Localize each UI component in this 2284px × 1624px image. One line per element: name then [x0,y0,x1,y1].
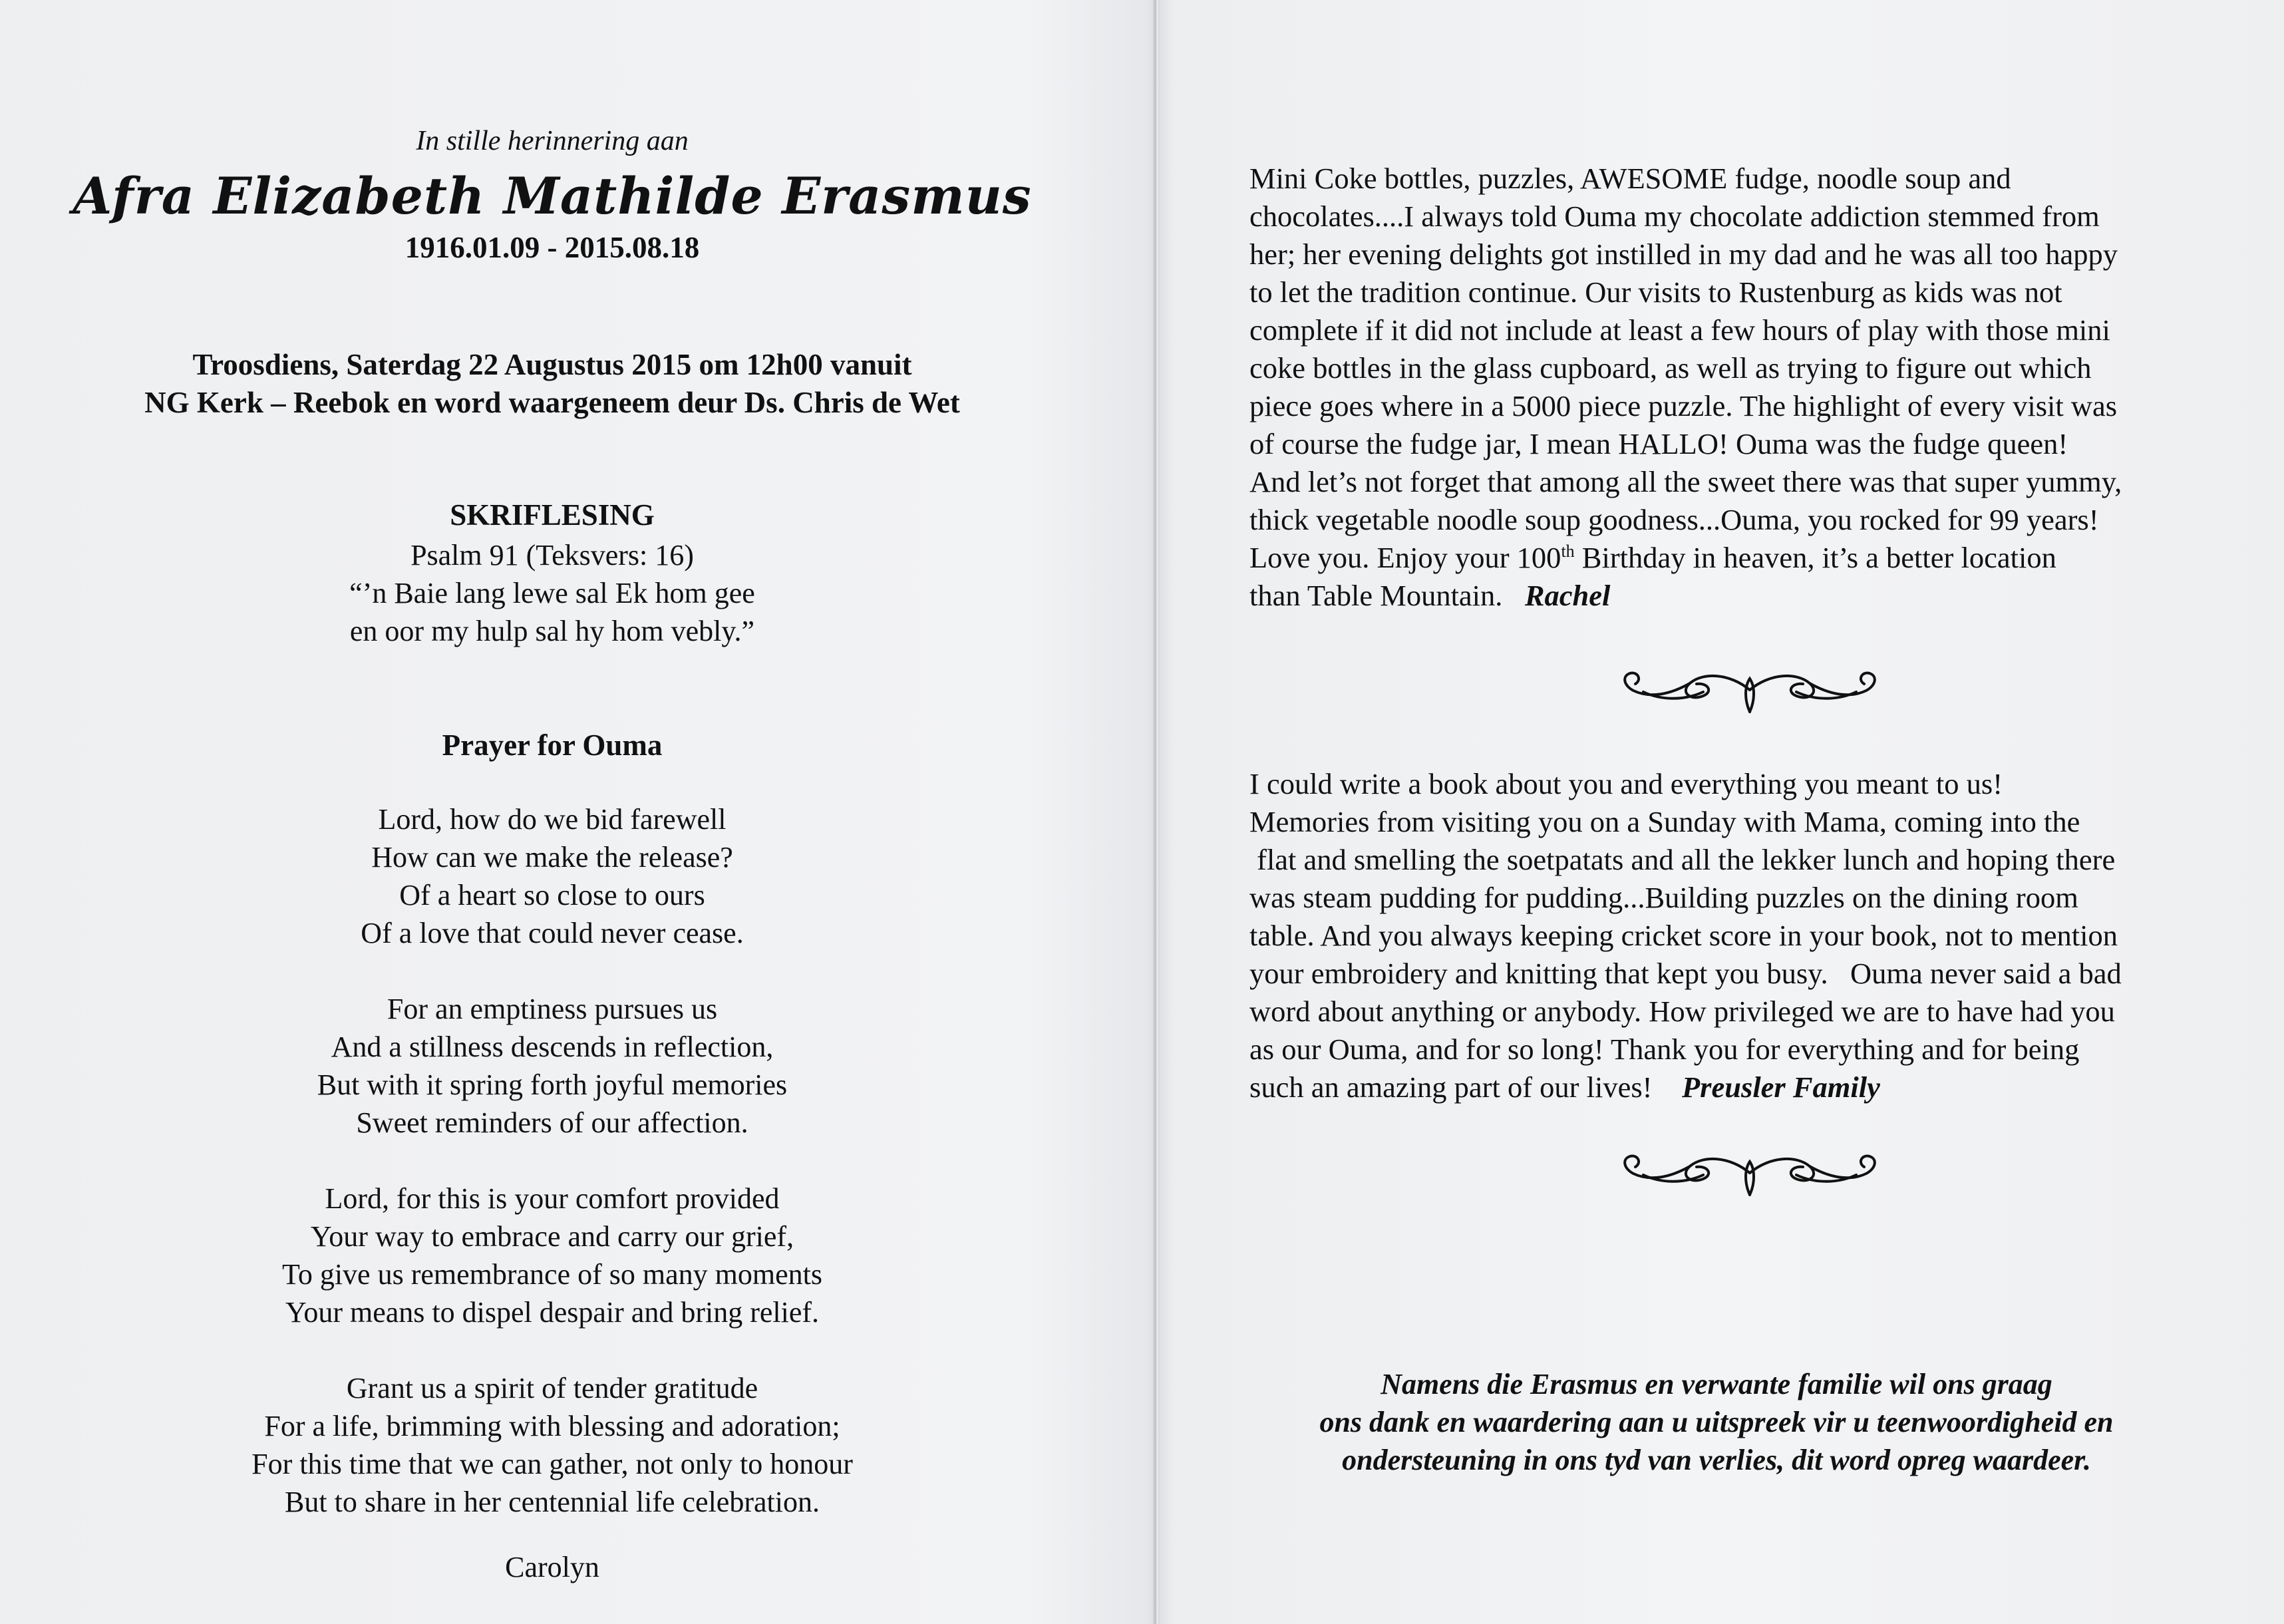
tribute-line: And let’s not forget that among all the sweet there was that super yummy, [1249,465,2122,498]
scripture-line: “’n Baie lang lewe sal Ek hom gee [349,577,755,609]
tribute-line: piece goes where in a 5000 piece puzzle. The highlight of every visit was [1249,389,2118,422]
poem-line: To give us remembrance of so many moments [282,1258,822,1291]
poem-stanza [0,1369,1104,1521]
tribute-line: as our Ouma, and for so long! Thank you for everything and for being [1249,1033,2080,1066]
prayer-title: Prayer for Ouma [442,729,663,762]
family-thanks [1171,1365,2262,1479]
tribute-line: table. And you always keeping cricket score in your book, not to mention [1249,919,2118,952]
tribute-line: I could write a book about you and everything you meant to us! [1249,767,2003,800]
birthday-text-rest: Birthday in heaven, it’s a better location [1574,541,2056,574]
tribute-line-birthday [1249,539,2284,577]
service-line: NG Kerk – Reebok en word waargeneem deur Ds. Chris de Wet [144,386,960,419]
poem-stanza [0,1180,1104,1331]
closing-line: ondersteuning in ons tyd van verlies, dit word opreg waardeer. [1342,1444,2091,1476]
poem-line: For this time that we can gather, not only to honour [251,1448,853,1480]
poem-line: Your means to dispel despair and bring relief. [285,1296,820,1329]
closing-line: ons dank en waardering aan u uitspreek vir u teenwoordigheid en [1319,1406,2114,1438]
life-dates: 1916.01.09 - 2015.08.18 [405,231,700,264]
scripture-reading [0,536,1104,650]
tribute-line: chocolates....I always told Ouma my chocolate addiction stemmed from [1249,200,2100,233]
tribute-line-last [1249,1068,2284,1106]
poem-author: Carolyn [505,1551,599,1583]
tribute-line: your embroidery and knitting that kept you busy. Ouma never said a bad [1249,957,2122,990]
tribute-line: to let the tradition continue. Our visits to Rustenburg as kids was not [1249,275,2062,309]
ordinal-suffix: th [1561,542,1575,562]
scripture-line: en oor my hulp sal hy hom vebly.” [349,615,755,647]
tribute-closing-text: such an amazing part of our lives! [1249,1070,1682,1104]
tribute-line: complete if it did not include at least a few hours of play with those mini [1249,313,2110,347]
poem-stanza [0,800,1104,952]
poem-stanza [0,990,1104,1142]
poem-line: Grant us a spirit of tender gratitude [346,1372,758,1404]
tribute-line: Mini Coke bottles, puzzles, AWESOME fudge, noodle soup and [1249,162,2011,195]
prayer-poem [0,800,1104,1559]
scripture-line: Psalm 91 (Teksvers: 16) [410,539,694,571]
closing-line: Namens die Erasmus en verwante familie wil ons graag [1381,1368,2052,1400]
scroll-flourish-icon [1597,1143,1903,1203]
poem-line: For a life, brimming with blessing and adoration; [264,1410,840,1442]
poem-line: But to share in her centennial life celebration. [285,1486,820,1518]
tribute-line-last [1249,577,2284,615]
deceased-name: Afra Elizabeth Mathilde Erasmus [73,166,1032,226]
poem-line: Lord, how do we bid farewell [378,803,727,836]
poem-line: Sweet reminders of our affection. [356,1106,748,1139]
tribute-signature: Rachel [1524,579,1611,612]
tribute-line: Memories from visiting you on a Sunday with Mama, coming into the [1249,805,2080,838]
right-page [1171,0,2284,1624]
center-fold [1153,0,1160,1624]
poem-line: Lord, for this is your comfort provided [325,1182,780,1215]
poem-line: And a stillness descends in reflection, [331,1031,774,1063]
tribute-line: of course the fudge jar, I mean HALLO! Ouma was the fudge queen! [1249,427,2068,460]
poem-line: How can we make the release? [371,841,733,874]
tribute-signature: Preusler Family [1682,1070,1880,1104]
tribute-line: word about anything or anybody. How privileged we are to have had you [1249,995,2115,1028]
poem-line: But with it spring forth joyful memories [317,1068,788,1101]
scroll-flourish-icon [1597,660,1903,720]
intro-line: In stille herinnering aan [416,126,689,156]
tribute-line: flat and smelling the soetpatats and all the lekker lunch and hoping there [1249,843,2116,876]
tribute-line: her; her evening delights got instilled in my dad and he was all too happy [1249,238,2118,271]
tribute-preusler-family [1249,765,2284,1106]
left-page [0,0,1131,1624]
tribute-closing-text: than Table Mountain. [1249,579,1525,612]
poem-line: For an emptiness pursues us [387,993,718,1025]
service-line: Troosdiens, Saterdag 22 Augustus 2015 om 12h00 vanuit [192,348,912,381]
birthday-text: Love you. Enjoy your 100 [1249,541,1561,574]
tribute-line: coke bottles in the glass cupboard, as well as trying to figure out which [1249,351,2092,385]
poem-line: Your way to embrace and carry our grief, [310,1220,794,1253]
tribute-rachel [1249,160,2284,615]
service-details [0,346,1104,422]
tribute-line: thick vegetable noodle soup goodness...Ouma, you rocked for 99 years! [1249,503,2099,536]
poem-line: Of a heart so close to ours [399,879,705,911]
tribute-line: was steam pudding for pudding...Building puzzles on the dining room [1249,881,2078,914]
scripture-heading: SKRIFLESING [450,498,655,532]
poem-line: Of a love that could never cease. [361,917,744,949]
